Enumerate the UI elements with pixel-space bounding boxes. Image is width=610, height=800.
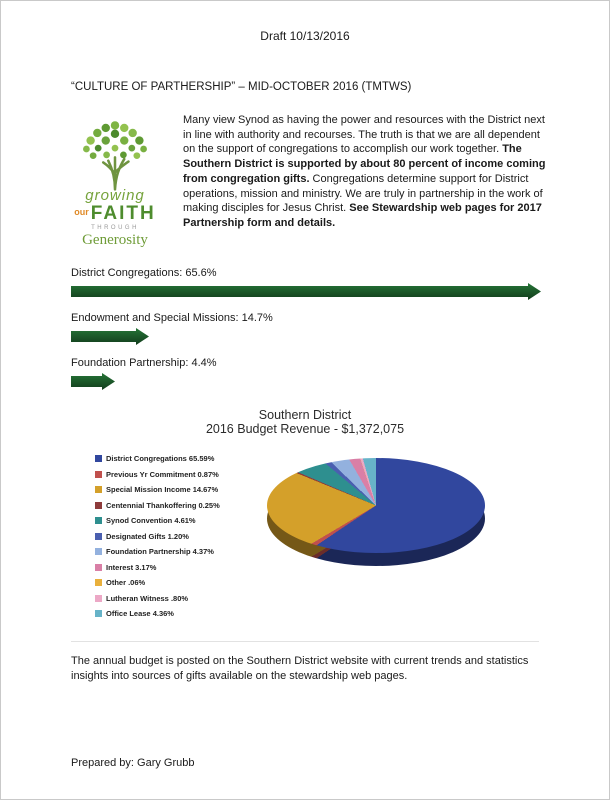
legend-item — [95, 485, 267, 494]
legend-item — [95, 501, 267, 510]
legend-item — [95, 609, 267, 618]
budget-pie-chart — [71, 408, 539, 642]
closing-paragraph: The annual budget is posted on the Southern District website with current trends and statistics insights into sources of gifts available on the stewardship web pages. — [71, 654, 529, 683]
bar-label: Foundation Partnership: 4.4% — [71, 357, 217, 369]
bar-label: District Congregations: 65.6% — [71, 267, 217, 279]
legend-label: Synod Convention 4.61% — [106, 516, 196, 525]
partnership-arrow — [71, 283, 541, 300]
partnership-arrow — [71, 373, 115, 390]
legend-swatch — [95, 595, 102, 602]
legend-label: Interest 3.17% — [106, 562, 157, 572]
legend-label: Previous Yr Commitment 0.87% — [106, 469, 219, 479]
chart-body — [71, 448, 539, 625]
legend-label: Centennial Thankoffering 0.25% — [106, 500, 220, 510]
logo-word-faith: FAITH — [90, 203, 156, 224]
legend-item — [95, 516, 267, 525]
intro-seg3: Congregations determine support for District operations, mission and ministry. We are truly in partnership in the work of making disciples for Jesus Christ. — [183, 172, 543, 215]
legend-item — [95, 594, 267, 603]
legend-label: Special Mission Income 14.67% — [106, 485, 219, 494]
legend-item — [95, 547, 267, 556]
logo-word-growing: growing — [85, 187, 145, 204]
draft-date: Draft 10/13/2016 — [260, 29, 350, 43]
legend-label: Designated Gifts 1.20% — [106, 531, 189, 541]
intro-seg4-bold: See Stewardship web pages for 2017 Partnership form and details. — [183, 202, 542, 230]
legend-label: District Congregations 65.59% — [106, 454, 215, 463]
generosity-logo — [55, 113, 175, 249]
legend-swatch — [95, 471, 102, 478]
bar-endowment-special-missions — [71, 312, 609, 345]
prepared-by: Prepared by: Gary Grubb — [71, 757, 195, 769]
legend-label: Other .06% — [106, 578, 146, 587]
legend-item — [95, 578, 267, 587]
partnership-arrow — [71, 328, 149, 345]
bar-label: Endowment and Special Missions: 14.7% — [71, 312, 273, 324]
legend-label: Lutheran Witness .80% — [106, 593, 189, 603]
legend-swatch — [95, 533, 102, 540]
legend-swatch — [95, 455, 102, 462]
chart-title: Southern District — [258, 408, 352, 422]
legend-item — [95, 470, 267, 479]
legend-swatch — [95, 579, 102, 586]
logo-word-faith-row — [55, 204, 175, 224]
bar-district-congregations — [71, 267, 609, 300]
legend-label: Office Lease 4.36% — [106, 609, 174, 618]
chart-subtitle: 2016 Budget Revenue - $1,372,075 — [205, 422, 405, 436]
legend-item — [95, 454, 267, 463]
legend-swatch — [95, 502, 102, 509]
legend-swatch — [95, 610, 102, 617]
intro-paragraph — [183, 113, 549, 249]
legend-swatch — [95, 548, 102, 555]
legend-label: Foundation Partnership 4.37% — [106, 547, 214, 556]
tree-icon — [72, 117, 158, 191]
intro-seg2-bold: The Southern District is supported by about 80 percent of income coming from congregation gifts. — [183, 143, 546, 185]
document-title: “CULTURE OF PARTHERSHIP” – MID-OCTOBER 2016 (TMTWS) — [71, 81, 412, 93]
legend-swatch — [95, 486, 102, 493]
intro-section — [55, 113, 549, 249]
legend-item — [95, 532, 267, 541]
logo-word-generosity: Generosity — [82, 232, 148, 248]
legend-item — [95, 563, 267, 572]
bar-foundation-partnership — [71, 357, 609, 390]
logo-word-through: THROUGH — [91, 225, 139, 231]
pie-top-face — [267, 458, 485, 553]
legend-swatch — [95, 564, 102, 571]
legend-swatch — [95, 517, 102, 524]
partnership-bars — [71, 267, 609, 390]
logo-word-our: our — [74, 207, 89, 217]
intro-seg1: Many view Synod as having the power and resources with the District next in line with authority and recourses. The truth is that we are all dependent on the support of congregations to accomplish our work together. — [183, 114, 545, 156]
pie-3d — [267, 458, 485, 576]
chart-legend — [95, 448, 267, 625]
